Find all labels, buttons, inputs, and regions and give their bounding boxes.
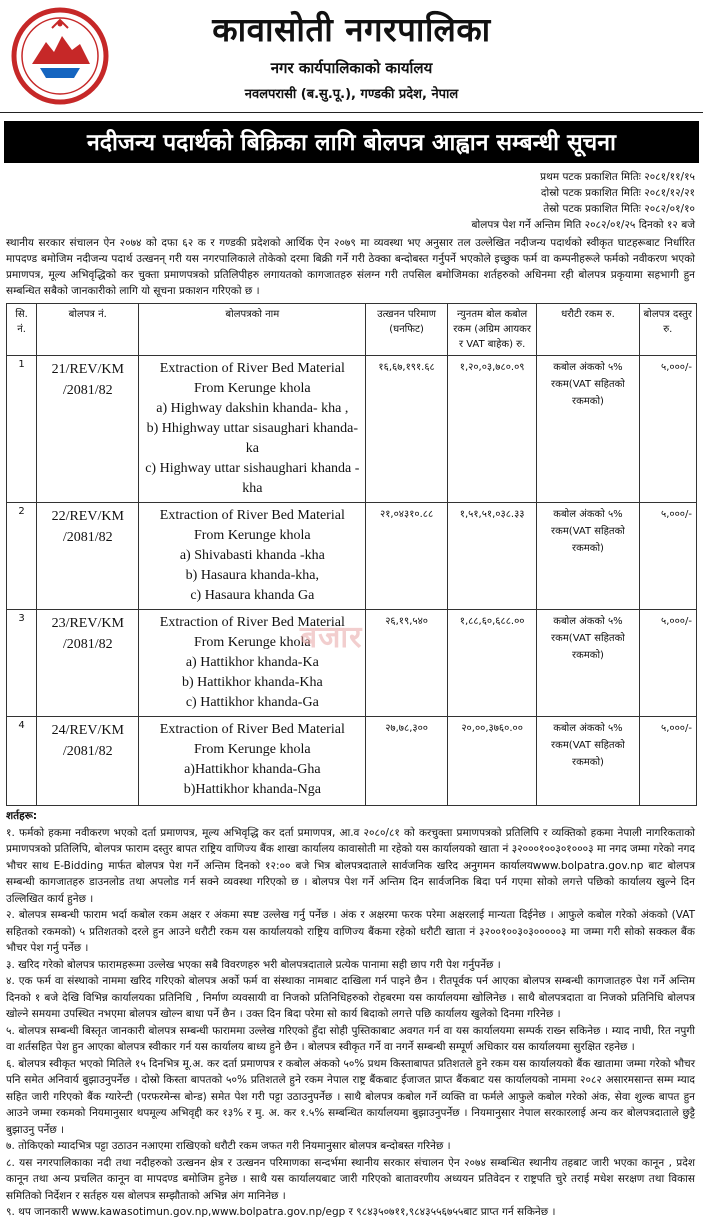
term-item: ४. एक फर्म वा संस्थाको नाममा खरिद गरिएको बोलपत्र अर्को फर्म वा संस्थाका नामबाट दाखिला गर्न पाइने छैन । रीतपूर्वक पर्न आएका बोलपत्र सम्बन्धी कागजातहरु पेश गर्ने अन्तिम दिनको १ बजे देखि विभिन्न कार्यालयका प्रतिनिधि , निर्माण व्यवसायी वा निजको प्रतिनिधिहरुको रोहबरमा यस कार्यालयमा खोलिनेछ । साथै बोलपत्रदाता वा निजको प्रतिनिधि बोलपत्र खोल्ने समयमा उपस्थित नभएमा बोलपत्र खोल्न बाधा पर्ने छैन । उक्त दिन बिदा परेमा सो कार्य बिदाको लगत्ते पछि कार्यालय खुलेको दिनमा गरिनेछ । — [6, 975, 695, 1020]
cell-deposit: कबोल अंकको ५% रकम(VAT सहितको रकमको) — [537, 503, 639, 610]
cell-deposit: कबोल अंकको ५% रकम(VAT सहितको रकमको) — [537, 610, 639, 717]
office-name: नगर कार्यपालिकाको कार्यालय — [270, 59, 433, 77]
terms-section — [0, 806, 703, 1221]
letterhead — [0, 0, 703, 113]
term-item: ६. बोलपत्र स्वीकृत भएको मितिले १५ दिनभित्र मू.अ. कर दर्ता प्रमाणपत्र र कबोल अंकको ५०% प्रथम किस्ताबापत प्रतिशतले हुने रकम यस कार्यालयको बैंक खातामा जम्मा गरेको भौचर पनि समेत अनिवार्य बुझाउनुपर्नेछ । दोस्रो किस्ता बापतको ५०% प्रतिशतले हुने रकम नेपाल राष्ट्र बैंकबाट ईजाजत प्राप्त बैंकबाट यस कार्यालयको नाममा २०८२ असारमसान्त सम्म म्याद सहित जारी गरिएको बैंक ग्यारेन्टी (परफरमेन्स बोन्ड) समेत पेश गरी पट्टा उठाउनुपर्नेछ । साथै बोलपत्र कबोल गर्ने व्यक्ति वा फर्मले आफुले कबोल गरेको अंक, सेवा शुल्क बापत हुन आउने जम्मा रकमको नियमानुसार थपमूल्य अभिवृद्दी कर १३% र मु. अ. कर १.५% सम्बन्धित कार्यालयमा बुझाउनुपर्नेछ । नियमानुसार नेपाल सरकारलाई अन्य कर बोलपत्रदाताले छुट्टै बुझाउनु पर्नेछ । — [6, 1057, 695, 1136]
cell-min-bid: १,५१,५१,०३८.३३ — [447, 503, 537, 610]
cell-bid-no: 21/REV/KM /2081/82 — [37, 356, 139, 503]
term-item: ७. तोकिएको म्यादभित्र पट्टा उठाउन नआएमा राखिएको धरौटी रकम जफत गरी नियमानुसार बोलपत्र बन्दोबस्त गरिनेछ । — [6, 1140, 451, 1152]
org-name: कावासोती नगरपालिका — [212, 10, 491, 49]
cell-bid-no: 23/REV/KM /2081/82 — [37, 610, 139, 717]
cell-bid-name — [139, 503, 366, 610]
bid-site: a) Hattikhor khanda-Ka — [185, 655, 319, 670]
cell-sn: 3 — [7, 610, 37, 717]
publication-dates — [0, 167, 703, 233]
cell-sn: 2 — [7, 503, 37, 610]
third-publication-date: तेस्रो पटक प्रकाशित मितिः २०८२/०१/१० — [543, 203, 695, 215]
office-address: नवलपरासी (ब.सु.पू.), गण्डकी प्रदेश, नेपाल — [244, 87, 459, 102]
term-item: ५. बोलपत्र सम्बन्धी बिस्तृत जानकारी बोलपत्र सम्बन्धी फाराममा उल्लेख गरिएको हुँदा सोही पुस्तिकाबाट अवगत गर्न वा यस कार्यालयमा सम्पर्क राख्न सकिनेछ । म्याद नाघी, रित नपुगी वा शर्तसहित पेश हुन आएका बोलपत्र स्वीकार गर्न यस कार्यालय बाध्य हुने छैन । बोलपत्र स्वीकृत गर्ने वा नगर्ने सम्बन्धी सम्पूर्ण अधिकार यस कार्यालयमा सुरक्षित रहनेछ । — [6, 1024, 695, 1053]
header-sn: सि. नं. — [7, 304, 37, 356]
bid-source: From Kerunge khola — [193, 528, 311, 543]
header-fee: बोलपत्र दस्तुर रु. — [639, 304, 696, 356]
second-publication-date: दोस्रो पटक प्रकाशित मितिः २०८१/१२/२१ — [540, 187, 695, 199]
bid-site: b) Hasaura khanda-kha, — [185, 568, 319, 583]
bid-title: Extraction of River Bed Material — [159, 508, 345, 523]
bid-title: Extraction of River Bed Material — [159, 361, 345, 376]
bid-site: a) Shivabasti khanda -kha — [179, 548, 325, 563]
bid-site: a) Highway dakshin khanda- kha , — [156, 401, 349, 416]
bid-title: Extraction of River Bed Material — [159, 615, 345, 630]
cell-fee: ५,०००/- — [639, 356, 696, 503]
notice-title: नदीजन्य पदार्थको बिक्रिका लागि बोलपत्र आह्वान सम्बन्धी सूचना — [4, 121, 699, 163]
header-quantity: उत्खनन परिमाण (घनफिट) — [366, 304, 448, 356]
cell-deposit: कबोल अंकको ५% रकम(VAT सहितको रकमको) — [537, 717, 639, 806]
table-row — [7, 717, 697, 806]
bid-table — [6, 303, 697, 806]
cell-quantity: २१,०४३१०.८८ — [366, 503, 448, 610]
header-bid-name: बोलपत्रको नाम — [139, 304, 366, 356]
terms-heading: शर्तहरू: — [6, 810, 38, 822]
bid-site: b) Hhighway uttar sisaughari khanda- ka — [146, 421, 359, 456]
cell-sn: 4 — [7, 717, 37, 806]
bid-title: Extraction of River Bed Material — [159, 722, 345, 737]
intro-paragraph: स्थानीय सरकार संचालन ऐन २०७४ को दफा ६२ क र गण्डकी प्रदेशको आर्थिक ऐन २०७९ मा व्यवस्था भए अनुसार तल उल्लेखित नदीजन्य पदार्थको स्वीकृत घाटहरूबाट निर्धारित मापदण्ड बमोजिम नदीजन्य पदार्थ उत्खनन् गरी यस नगरपालिकाले तोकेको दरमा बिक्री गर्ने गरी ठेक्का बन्दोबस्त गर्नुपर्ने भएकोले इच्छुक फर्म वा कम्पनीहरूले फर्मको नवीकरण भएको प्रमाणपत्र, मूल्य अभिवृद्धिको कर चुक्ता प्रमाणपत्रको प्रतिलिपीहरु लगायतको कागजातहरु संलग्न गरी तपसिल बमोजिमका शर्तहरुको अधिनमा रही बोलपत्र प्रकृयामा सहभागी हुन सम्बन्धित सबैको जानकारीको लागि यो सूचना प्रकाशन गरिएको छ । — [6, 237, 695, 297]
cell-quantity: २६,१९,५४० — [366, 610, 448, 717]
cell-min-bid: १,८८,६०,६८८.०० — [447, 610, 537, 717]
cell-min-bid: २०,००,३७६०.०० — [447, 717, 537, 806]
cell-deposit: कबोल अंकको ५% रकम(VAT सहितको रकमको) — [537, 356, 639, 503]
submission-deadline: बोलपत्र पेश गर्ने अन्तिम मिति २०८२/०१/२५ दिनको १२ बजे — [471, 219, 695, 231]
table-row — [7, 503, 697, 610]
cell-bid-no: 22/REV/KM /2081/82 — [37, 503, 139, 610]
header-deposit: धरौटी रकम रु. — [537, 304, 639, 356]
cell-fee: ५,०००/- — [639, 503, 696, 610]
first-publication-date: प्रथम पटक प्रकाशित मितिः २०८१/११/१५ — [540, 171, 695, 183]
cell-sn: 1 — [7, 356, 37, 503]
watermark: बजार — [300, 620, 363, 655]
cell-bid-name — [139, 356, 366, 503]
term-item: ८. यस नगरपालिकाका नदी तथा नदीहरुको उत्खनन क्षेत्र र उत्खनन परिमाणका सन्दर्भमा स्थानीय सरकार संचालन ऐन २०७४ सम्बन्धित स्थानीय तहबाट जारी भएका कानून , प्रदेश कानून तथा अन्य प्रचलित कानून वा मापदण्ड बमोजिम हुनेछ । साथै यस कार्यालयबाट जारी गरिएको बातावरणीय अध्ययन प्रतिवेदन र राष्ट्रपति चुरे तराई मधेश सरक्षण तथा विकास समितिको निर्देशन र सर्तहरु यस बोलपत्र सम्झौताको अभिन्न अंग मानिनेछ । — [6, 1156, 695, 1202]
bid-site: b) Hattikhor khanda-Kha — [181, 675, 323, 690]
table-row — [7, 356, 697, 503]
term-item: ९. थप जानकारी www.kawasotimun.gov.np,www.bolpatra.gov.np/egp र ९८४३५०७११,९८४३५५६७५५बाट प्राप्त गर्न सकिनेछ । — [6, 1206, 556, 1218]
cell-quantity: १६,६७,१९१.६८ — [366, 356, 448, 503]
bid-source: From Kerunge khola — [193, 635, 311, 650]
bid-site: a)Hattikhor khanda-Gha — [184, 762, 321, 777]
bid-source: From Kerunge khola — [193, 742, 311, 757]
bid-site: c) Hattikhor khanda-Ga — [185, 695, 319, 710]
cell-min-bid: १,२०,०३,७८०.०९ — [447, 356, 537, 503]
bid-site: b)Hattikhor khanda-Nga — [183, 782, 321, 797]
bid-source: From Kerunge khola — [193, 381, 311, 396]
bid-site: c) Hasaura khanda Ga — [190, 588, 315, 603]
bid-site: c) Highway uttar sishaughari khanda -kha — [145, 461, 360, 496]
cell-fee: ५,०००/- — [639, 717, 696, 806]
cell-fee: ५,०००/- — [639, 610, 696, 717]
term-item: २. बोलपत्र सम्बन्धी फाराम भर्दा कबोल रकम अक्षर र अंकमा स्पष्ट उल्लेख गर्नु पर्नेछ । अंक र अक्षरमा फरक परेमा अक्षरलाई मान्यता दिईनेछ । आफुले कबोल गरेको अंकको (VAT सहितको रकमको) ५ प्रतिशतको दरले हुन आउने धरौटी रकम यस कार्यालयको राष्ट्रिय वाणिज्य बैंकमा रहेको धरौटी खाता नं ३२००१००३०३०००००३ मा जम्मा गरी सोको सक्कल बैंक भौचर पेश गर्नु पर्नेछ । — [6, 909, 695, 954]
header-min-bid: न्युनतम बोल कबोल रकम (अग्रिम आयकर र VAT बाहेक) रु. — [447, 304, 537, 356]
table-header-row — [7, 304, 697, 356]
cell-quantity: २७,७८,३०० — [366, 717, 448, 806]
header-bid-no: बोलपत्र नं. — [37, 304, 139, 356]
cell-bid-name — [139, 717, 366, 806]
terms-list — [6, 825, 695, 1221]
term-item: ३. खरिद गरेको बोलपत्र फारामहरूमा उल्लेख भएका सबै विवरणहरु भरी बोलपत्रदाताले प्रत्येक पानामा सही छाप गरी पेश गर्नुपर्नेछ । — [6, 958, 501, 971]
cell-bid-no: 24/REV/KM /2081/82 — [37, 717, 139, 806]
term-item: १. फर्मको हकमा नवीकरण भएको दर्ता प्रमाणपत्र, मूल्य अभिवृद्धि कर दर्ता प्रमाणपत्र, आ.व २०८०/८१ को करचुक्ता प्रमाणपत्रको प्रतिलिपि र व्यक्तिको हकमा नेपाली नागरिकताको प्रमाणपत्रको प्रतिलिपि, बोलपत्र फाराम दस्तुर बापत राष्ट्रिय वाणिज्य बैंक शाखा कार्यालय कावासोती मा रहेको यस कार्यालयको खाता नं ३२०००१००३०१०००३ मा नगद जम्मा गरेको नगद भौचर साथ E-Bidding मार्फत बोलपत्र पेश गर्ने अन्तिम दिनको १२:०० बजे भित्र बोलपत्रदाताले सार्वजनिक खरिद अनुगमन कार्यालयwww.bolpatra.gov.np बाट बोलपत्र सम्बन्धी कागजातहरु डाउनलोड तथा अपलोड गर्न सक्ने व्यवस्था गरिएको छ । बोलपत्र पेश गर्ने अन्तिम दिन सार्वजनिक बिदा पर्न गएमा सोको लगत्ते पछिको कार्यालय खुल्ने दिन उल्लिखित कार्य हुनेछ । — [6, 826, 695, 905]
